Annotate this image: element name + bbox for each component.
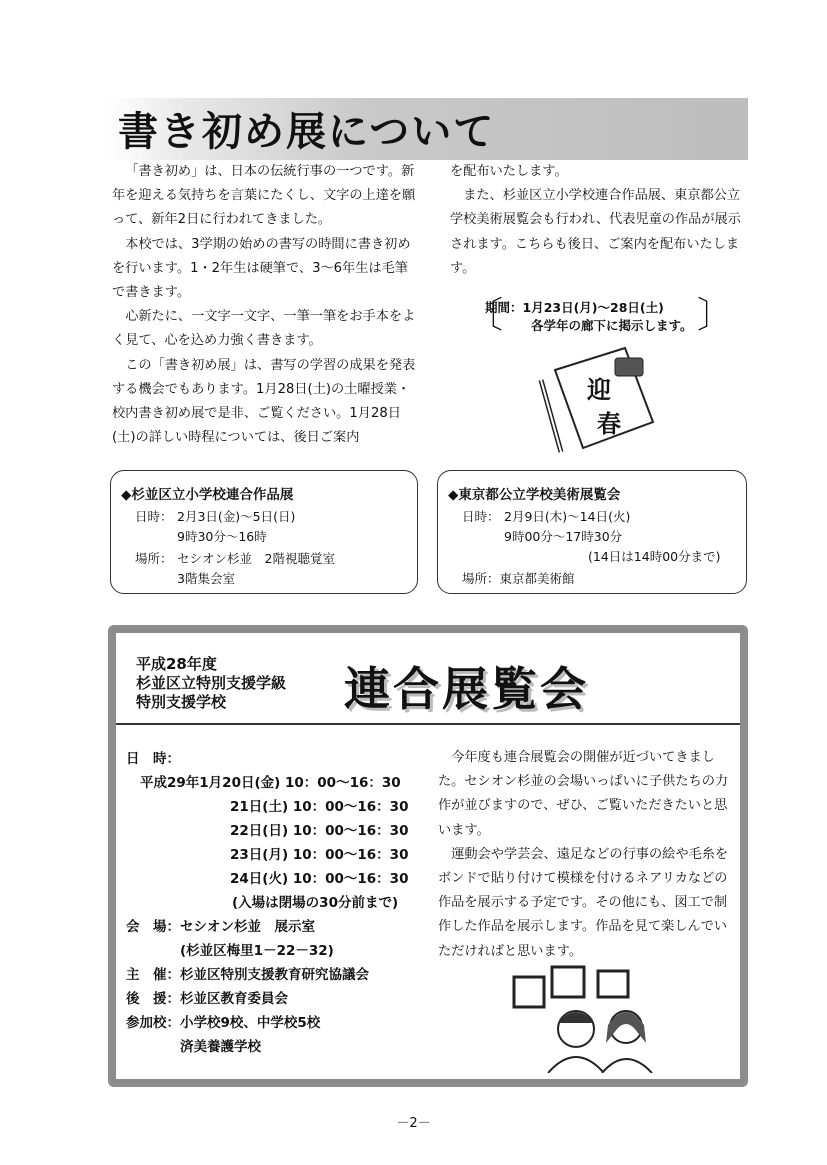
inkstone-icon — [615, 358, 643, 376]
page-title: 書き初め展について — [118, 109, 496, 155]
bracket-right: 〕 — [696, 295, 733, 336]
schedule-row: 21日(土) 10：00～16：30 — [230, 799, 409, 815]
organizer-line: 特別支援学校 — [136, 693, 227, 711]
picture-frame-icon — [552, 967, 584, 997]
organizer-line: 杉並区立特別支援学級 — [136, 674, 287, 692]
description-paragraph: 運動会や学芸会、遠足などの行事の絵や毛糸をボンドで貼り付けて模様を付けるネアリカなどの作品を展示する予定です。その他にも、図工で制作した作品を展示します。作品を見て楽しんでいただければと思います。 — [438, 846, 729, 959]
venue: 会 場：セシオン杉並 展示室 — [126, 919, 315, 935]
entry-note: (入場は閉場の30分前まで) — [232, 895, 399, 911]
intro-paragraph: 心新たに、一文字一文字、一筆一筆をお手本をよく見て、心を込め力強く書きます。 — [112, 309, 416, 349]
box-label: 日時： — [462, 509, 500, 524]
box-label: 場所： — [135, 551, 173, 566]
box-place: 3階集会室 — [177, 571, 235, 586]
schedule-row: 23日(月) 10：00～16：30 — [230, 847, 409, 863]
description-paragraph: 今年度も連合展覧会の開催が近づいてきました。セシオン杉並の会場いっぱいに子供たちの力作が並びますので、ぜひ、ご覧いただきたいと思います。 — [438, 750, 729, 838]
box-date: 2月3日(金)～5日(日) — [177, 509, 296, 524]
schedule-row: 平成29年1月20日(金) 10：00～16：30 — [140, 775, 401, 791]
calligraphy-char: 春 — [597, 409, 621, 438]
box-time: 9時00分～17時30分 — [504, 529, 623, 544]
participating-schools: 参加校：小学校9校、中学校5校 — [126, 1015, 321, 1031]
box-label: 日時： — [135, 509, 173, 524]
schedule-row: 24日(火) 10：00～16：30 — [230, 871, 409, 887]
page-number: －2－ — [396, 1116, 431, 1131]
event-box-suginami — [110, 470, 418, 594]
box-title: ◆東京都公立学校美術展覧会 — [448, 487, 621, 503]
exhibition-description — [438, 746, 738, 964]
intro-paragraph: また、杉並区立小学校連合作品展、東京都公立学校美術展覧会も行われ、代表児童の作品が展示されます。こちらも後日、ご案内を配布いたします。 — [450, 188, 741, 276]
intro-paragraph: 本校では、3学期の始めの書写の時間に書き初めを行います。1・2年生は硬筆で、3～6年生は毛筆で書きます。 — [112, 236, 411, 301]
intro-paragraph: 「書き初め」は、日本の伝統行事の一つです。新年を迎える気持ちを言葉にたくし、文字の上達を願って、新年2日に行われてきました。 — [112, 164, 416, 228]
box-time: 9時30分～16時 — [177, 529, 267, 544]
calligraphy-illustration — [535, 340, 665, 460]
box-title: ◆杉並区立小学校連合作品展 — [121, 487, 294, 503]
exhibition-panel — [108, 625, 748, 1087]
participating-schools: 済美養護学校 — [180, 1039, 261, 1055]
intro-left-column — [112, 160, 420, 450]
calligraphy-char: 迎 — [587, 375, 611, 404]
schedule-row: 22日(日) 10：00～16：30 — [230, 823, 409, 839]
organizer-line: 平成28年度 — [136, 655, 217, 673]
intro-paragraph: を配布いたします。 — [450, 164, 568, 179]
picture-frame-icon — [598, 971, 628, 997]
host: 主 催：杉並区特別支援教育研究協議会 — [126, 967, 369, 983]
divider — [116, 723, 740, 725]
organizer-block — [136, 655, 286, 712]
box-date: 2月9日(木)～14日(火) — [504, 509, 631, 524]
support: 後 援：杉並区教育委員会 — [126, 991, 288, 1007]
box-place: セシオン杉並 2階視聴覚室 — [177, 551, 335, 566]
period-note — [467, 295, 733, 336]
bracket-left: 〔 — [467, 295, 504, 336]
period-line: 期間：1月23日(月)～28日(土) — [485, 300, 664, 315]
event-box-tokyo — [437, 470, 747, 594]
exhibition-inner — [116, 633, 740, 1079]
address: (杉並区梅里1－22－32) — [180, 943, 334, 959]
children-illustration — [510, 963, 660, 1073]
schedule-label: 日 時： — [126, 751, 180, 767]
exhibition-title: 連合展覧会 — [344, 662, 589, 716]
intro-right-column — [450, 160, 750, 281]
period-line: 各学年の廊下に掲示します。 — [531, 318, 693, 333]
box-note: (14日は14時00分まで) — [588, 549, 721, 564]
intro-paragraph: この「書き初め展」は、書写の学習の成果を発表する機会でもあります。1月28日(土)の土曜授業・校内書き初め展で是非、ご覧ください。1月28日(土)の詳しい時程については、後日ご案内 — [112, 357, 416, 446]
box-place: 場所：東京都美術館 — [462, 571, 575, 586]
picture-frame-icon — [514, 977, 544, 1007]
